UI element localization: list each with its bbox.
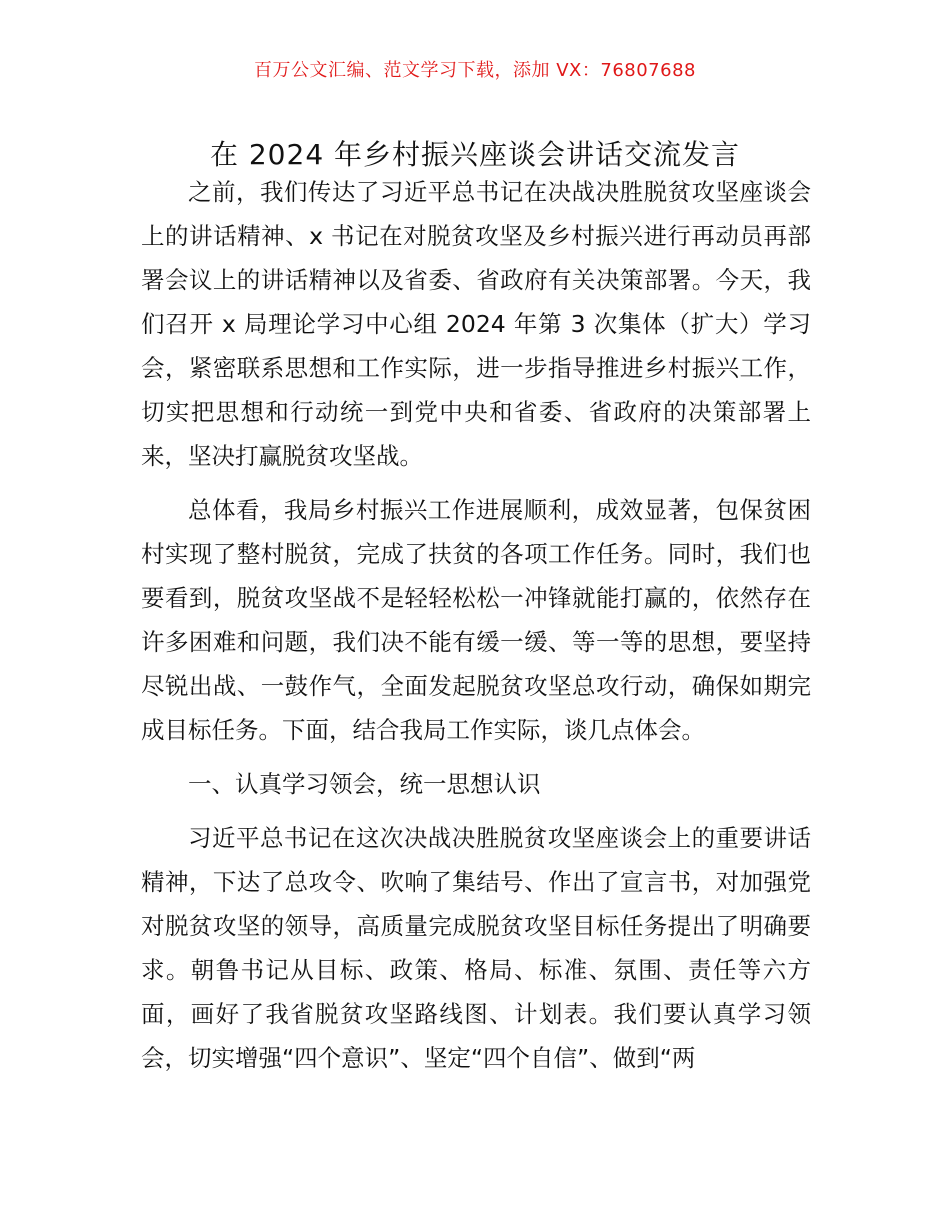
paragraph-section-1: 习近平总书记在这次决战决胜脱贫攻坚座谈会上的重要讲话精神，下达了总攻令、吹响了集结号、作出了宣言书，对加强党对脱贫攻坚的领导，高质量完成脱贫攻坚目标任务提出了明确要求。朝鲁书记从目标、政策、格局、标准、氛围、责任等六方面，画好了我省脱贫攻坚路线图、计划表。我们要认真学习领会，切实增强“四个意识”、坚定“四个自信”、做到“两 (141, 824, 811, 1072)
section-heading-1: 一、认真学习领会，统一思想认识 (188, 770, 541, 798)
paragraph-intro: 之前，我们传达了习近平总书记在决战决胜脱贫攻坚座谈会上的讲话精神、x 书记在对脱贫攻坚及乡村振兴进行再动员再部署会议上的讲话精神以及省委、省政府有关决策部署。今天，我们召开 x 局理论学习中心组 2024 年第 3 次集体（扩大）学习会，紧密联系思想和工作实际，进一步指导推进乡村振兴工作，切实把思想和行动统一到党中央和省委、省政府的决策部署上来，坚决打赢脱贫攻坚战。 (141, 178, 811, 470)
promo-header-note: 百万公文汇编、范文学习下载，添加 VX：76807688 (254, 60, 696, 81)
document-body (141, 170, 811, 1090)
document-title: 在 2024 年乡村振兴座谈会讲话交流发言 (209, 137, 741, 171)
paragraph-overview: 总体看，我局乡村振兴工作进展顺利，成效显著，包保贫困村实现了整村脱贫，完成了扶贫的各项工作任务。同时，我们也要看到，脱贫攻坚战不是轻轻松松一冲锋就能打赢的，依然存在许多困难和问题，我们决不能有缓一缓、等一等的思想，要坚持尽锐出战、一鼓作气，全面发起脱贫攻坚总攻行动，确保如期完成目标任务。下面，结合我局工作实际，谈几点体会。 (141, 496, 811, 744)
